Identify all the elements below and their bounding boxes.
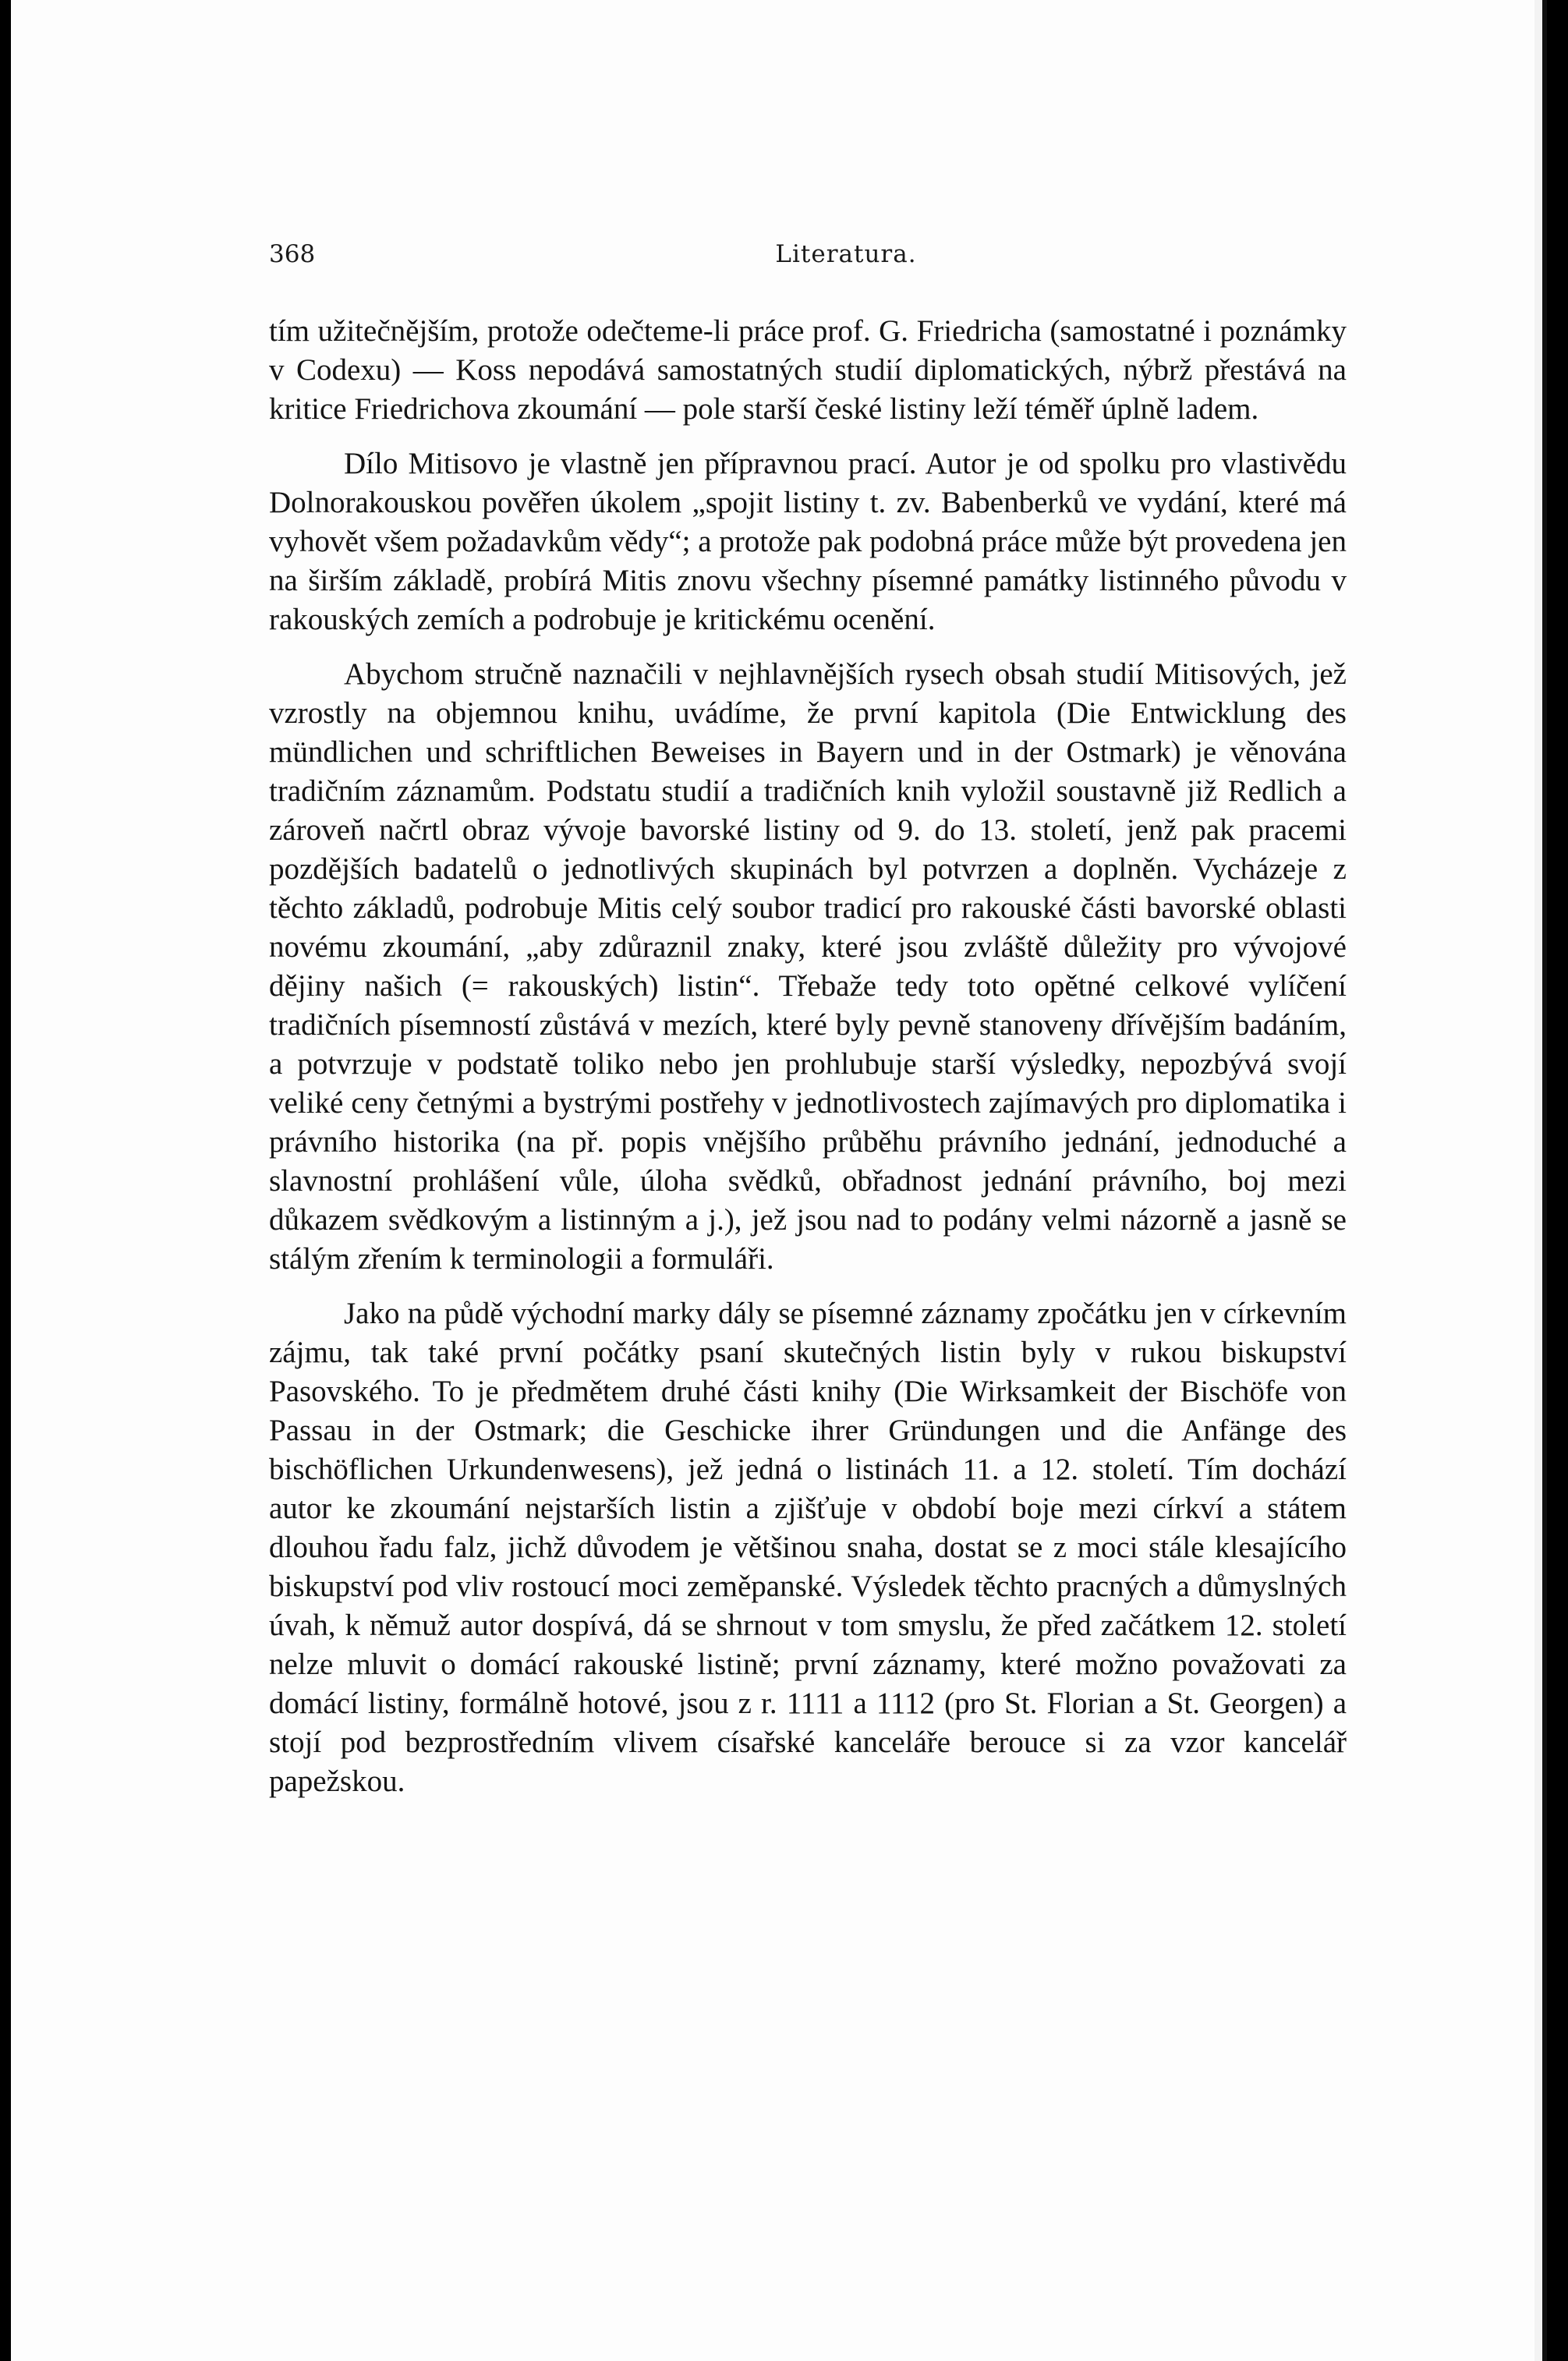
paragraph: Dílo Mitisovo je vlastně jen přípravnou prací. Autor je od spolku pro vlastivědu Dolnorakouskou pověřen úkolem „spojit listiny t. zv. Babenberků ve vydání, které má vyhovět všem požadavkům vědy“; a protože pak podobná práce může být provedena jen na širším základě, probírá Mitis znovu všechny písemné památky listinného původu v rakouských zemích a podrobuje je kritickému ocenění. [269, 447, 1347, 636]
running-title: Literatura. [775, 240, 917, 268]
page-header [269, 240, 1347, 279]
body-text [269, 312, 1347, 1817]
page-edge-strip [1534, 0, 1542, 2361]
paragraph: Jako na půdě východní marky dály se písemné záznamy zpočátku jen v církevním zájmu, tak také první počátky psaní skutečných listin byly v rukou biskupství Pasovského. To je předmětem druhé části knihy (Die Wirksamkeit der Bischöfe von Passau in der Ostmark; die Geschicke ihrer Gründungen und die Anfänge des bischöflichen Urkundenwesens), jež jedná o listinách 11. a 12. století. Tím dochází autor ke zkoumání nejstarších listin a zjišťuje v období boje mezi církví a státem dlouhou řadu falz, jichž důvodem je většinou snaha, dostat se z moci stále klesajícího biskupství pod vliv rostoucí moci zeměpanské. Výsledek těchto pracných a důmyslných úvah, k němuž autor dospívá, dá se shrnout v tom smyslu, že před začátkem 12. století nelze mluvit o domácí rakouské listině; první záznamy, které možno považovati za domácí listiny, formálně hotové, jsou z r. 1111 a 1112 (pro St. Florian a St. Georgen) a stojí pod bezprostředním vlivem císařské kanceláře berouce si za vzor kancelář papežskou. [269, 1297, 1347, 1798]
page-number: 368 [269, 240, 316, 268]
paragraph: tím užitečnějším, protože odečteme-li práce prof. G. Friedricha (samostatné i poznámky v Codexu) — Koss nepodává samostatných studií diplomatických, nýbrž přestává na kritice Friedrichova zkoumání — pole starší české listiny leží téměř úplně ladem. [269, 314, 1347, 426]
page-edge-border [1542, 0, 1547, 2361]
paragraph: Abychom stručně naznačili v nejhlavnějších rysech obsah studií Mitisových, jež vzrostly na objemnou knihu, uvádíme, že první kapitola (Die Entwicklung des mündlichen und schriftlichen Beweises in Bayern und in der Ostmark) je věnována tradičním záznamům. Podstatu studií a tradičních knih vyložil soustavně již Redlich a zároveň načrtl obraz vývoje bavorské listiny od 9. do 13. století, jenž pak pracemi pozdějších badatelů o jednotlivých skupinách byl potvrzen a doplněn. Vycházeje z těchto základů, podrobuje Mitis celý soubor tradicí pro rakouské části bavorské oblasti novému zkoumání, „aby zdůraznil znaky, které jsou zvláště důležity pro vývojové dějiny našich (= rakouských) listin“. Třebaže tedy toto opětné celkové vylíčení tradičních písemností zůstává v mezích, které byly pevně stanoveny dřívějším badáním, a potvrzuje v podstatě toliko nebo jen prohlubuje starší výsledky, nepozbývá svojí veliké ceny četnými a bystrými postřehy v jednotlivostech zajímavých pro diplomatika i právního historika (na př. popis vnějšího průběhu právního jednání, jednoduché a slavnostní prohlášení vůle, úloha svědků, obřadnost jednání právního, boj mezi důkazem svědkovým a listinným a j.), jež jsou nad to podány velmi názorně a jasně se stálým zřením k terminologii a formuláři. [269, 657, 1347, 1276]
